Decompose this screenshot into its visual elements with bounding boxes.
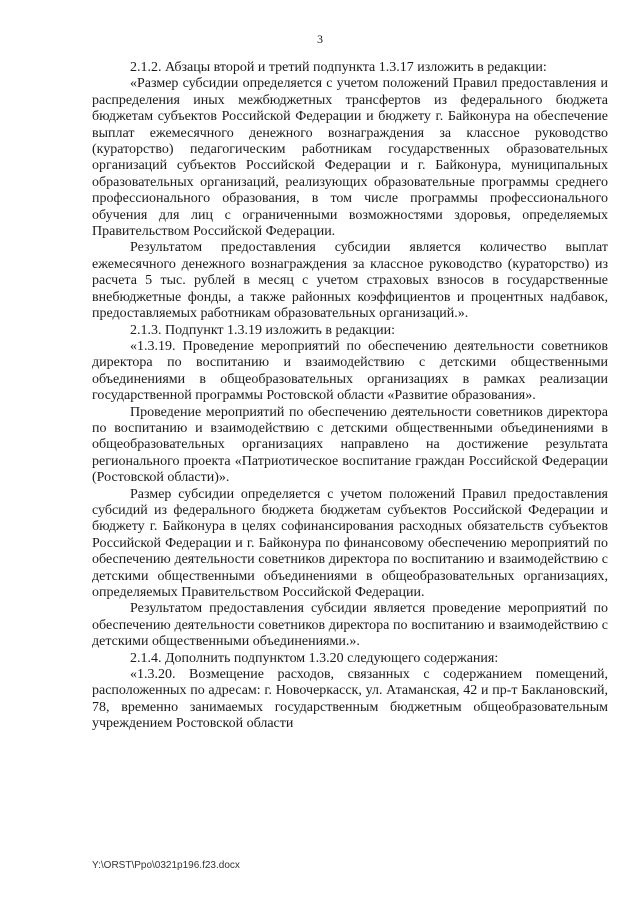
paragraph-subsidy-result: Результатом предоставления субсидии является количество выплат ежемесячного денежного вознаграждения за классное руководство (кураторство) из расчета 5 тыс. рублей в месяц с учетом страховых взносов в государственные внебюджетные фонды, а также районных коэффициентов и процентных надбавок, предоставляемых работникам образовательных организаций.».: [92, 240, 608, 322]
paragraph-advisors-result: Результатом предоставления субсидии является проведение мероприятий по обеспечению деятельности советников директора по воспитанию и взаимодействию с детскими общественными объединениями.».: [92, 601, 608, 650]
paragraph-2-1-2: 2.1.2. Абзацы второй и третий подпункта 1.3.17 изложить в редакции:: [130, 60, 547, 75]
paragraph-1-3-19: «1.3.19. Проведение мероприятий по обеспечению деятельности советников директора по воспитанию и взаимодействию с детскими общественными объединениями в общеобразовательных организациях в рамках реализации государственной программы Ростовской области «Развитие образования».: [92, 338, 608, 404]
paragraph-1-3-20: «1.3.20. Возмещение расходов, связанных с содержанием помещений, расположенных по адресам: г. Новочеркасск, ул. Атаманская, 42 и пр-т Баклановский, 78, временно занимаемых государственным бюджетным общеобразовательным учреждением Ростовской области: [92, 667, 608, 732]
paragraph-advisors-subsidy-size: Размер субсидии определяется с учетом положений Правил предоставления субсидий из федерального бюджета бюджетам субъектов Российской Федерации и бюджету г. Байконура в целях софинансирования расходных обязательств субъектов Российской Федерации и г. Байконура по финансовому обеспечению мероприятий по обеспечению деятельности советников директора по воспитанию и взаимодействию с детскими общественными объединениями в общеобразовательных организациях, определяемых Правительством Российской Федерации.: [92, 486, 608, 600]
footer-file-path: Y:\ORST\Ppo\0321p196.f23.docx: [92, 860, 240, 871]
paragraph-2-1-3: 2.1.3. Подпункт 1.3.19 изложить в редакции:: [130, 322, 396, 338]
paragraph-2-1-4: 2.1.4. Дополнить подпунктом 1.3.20 следующего содержания:: [130, 650, 499, 666]
document-body: [92, 60, 608, 733]
page-number: 3: [317, 32, 323, 46]
paragraph-advisors-events: Проведение мероприятий по обеспечению деятельности советников директора по воспитанию и взаимодействию с детскими общественными объединениями в общеобразовательных организациях направлено на достижение результата регионального проекта «Патриотическое воспитание граждан Российской Федерации (Ростовской области)».: [92, 404, 608, 486]
paragraph-subsidy-size: «Размер субсидии определяется с учетом положений Правил предоставления и распределения иных межбюджетных трансфертов из федерального бюджета бюджетам субъектов Российской Федерации и бюджету г. Байконура на обеспечение выплат ежемесячного денежного вознаграждения за классное руководство (кураторство) педагогическим работникам государственных образовательных организаций субъектов Российской Федерации и г. Байконура, муниципальных образовательных организаций, реализующих образовательные программы среднего профессионального образования, в том числе программы профессионального обучения для лиц с ограниченными возможностями здоровья, определяемых Правительством Российской Федерации.: [92, 76, 608, 240]
